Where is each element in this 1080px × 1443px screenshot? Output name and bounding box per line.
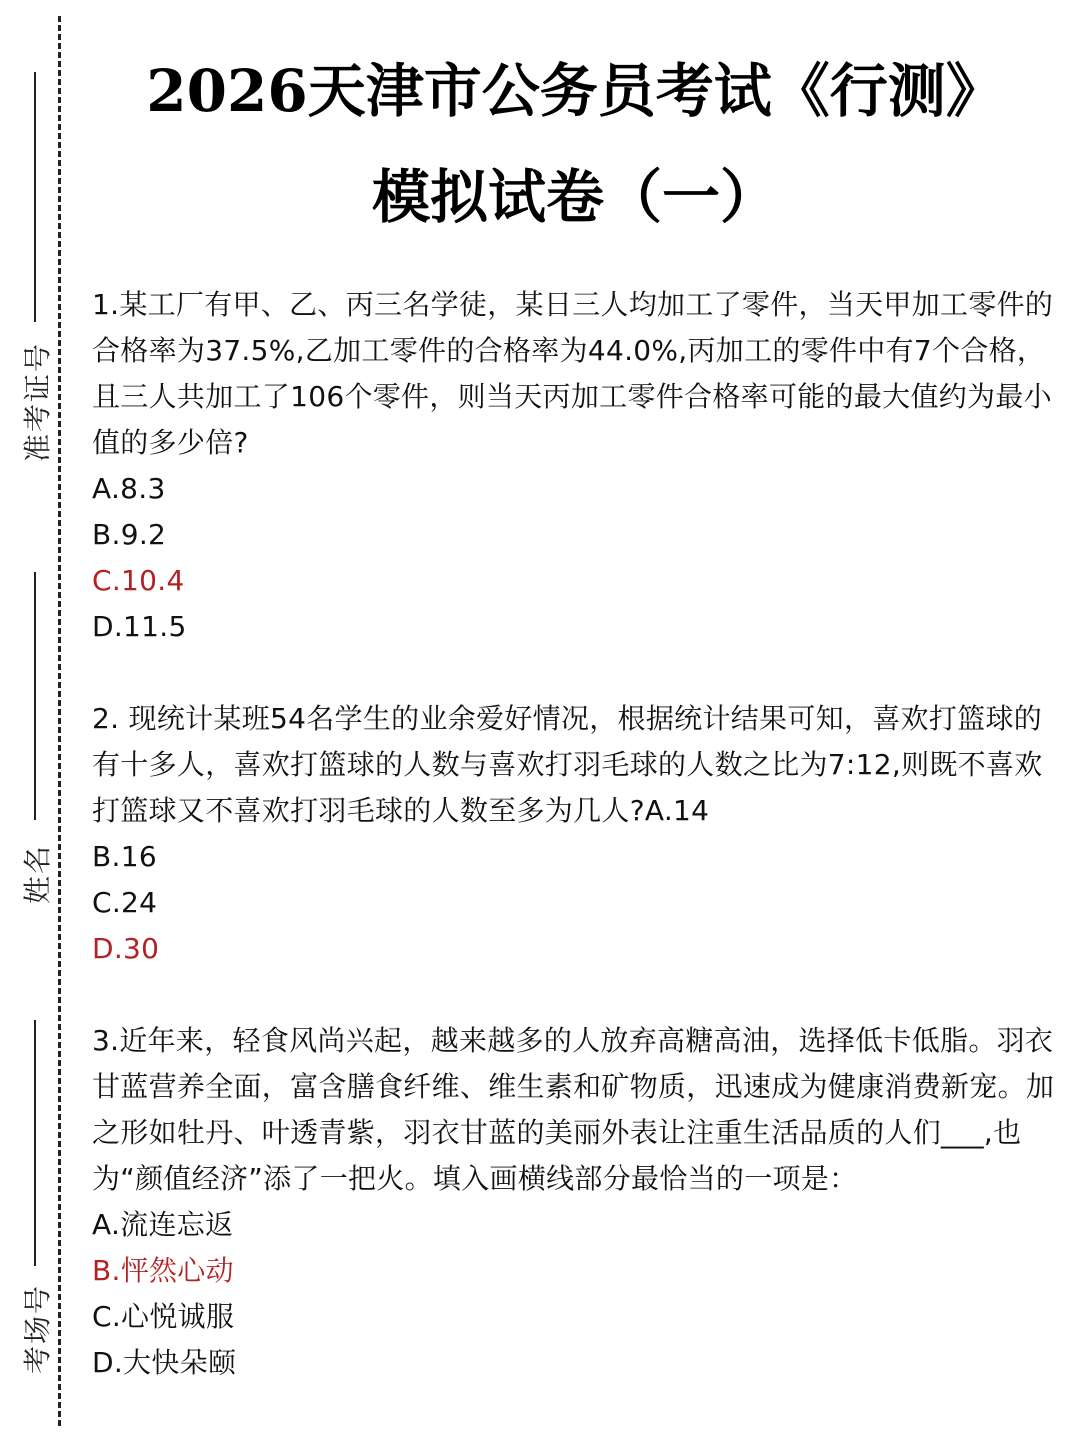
question-spacer — [92, 972, 1067, 1018]
question-stem: 1.某工厂有甲、乙、丙三名学徒，某日三人均加工了零件，当天甲加工零件的合格率为37.5%,乙加工零件的合格率为44.0%,丙加工的零件中有7个合格，且三人共加工了106个零件，则当天丙加工零件合格率可能的最大值约为最小值的多少倍? — [92, 288, 1054, 459]
option-d: D.11.5 — [92, 610, 187, 643]
binding-margin — [0, 0, 70, 1443]
option-c-correct-answer: C.10.4 — [92, 564, 185, 597]
option-c: C.心悦诚服 — [92, 1300, 235, 1333]
page-title: 2026天津市公务员考试《行测》 — [146, 57, 1004, 125]
option-b-correct-answer: B.怦然心动 — [92, 1254, 234, 1287]
exam-room-fill-line — [34, 1020, 36, 1266]
question-list — [92, 282, 1067, 1386]
question-1 — [92, 282, 1067, 650]
option-b: B.16 — [92, 840, 157, 873]
option-b: B.9.2 — [92, 518, 167, 551]
name-fill-line — [34, 572, 36, 820]
exam-room-label: 考场号 — [21, 1283, 54, 1374]
question-3 — [92, 1018, 1067, 1386]
option-a: A.流连忘返 — [92, 1208, 234, 1241]
question-stem: 3.近年来，轻食风尚兴起，越来越多的人放弃高糖高油，选择低卡低脂。羽衣甘蓝营养全面，富含膳食纤维、维生素和矿物质，迅速成为健康消费新宠。加之形如牡丹、叶透青紫，羽衣甘蓝的美丽外表让注重生活品质的人们___,也为“颜值经济”添了一把火。填入画横线部分最恰当的一项是： — [92, 1024, 1055, 1195]
exam-id-fill-line — [34, 72, 36, 322]
binding-dashed-line — [58, 16, 61, 1426]
exam-id-label: 准考证号 — [21, 341, 54, 462]
name-label: 姓名 — [21, 843, 54, 904]
option-d-correct-answer: D.30 — [92, 932, 160, 965]
page-subtitle: 模拟试卷（一） — [371, 163, 778, 231]
option-a: A.8.3 — [92, 472, 166, 505]
option-c: C.24 — [92, 886, 158, 919]
question-2 — [92, 696, 1067, 972]
question-stem: 2. 现统计某班54名学生的业余爱好情况，根据统计结果可知，喜欢打篮球的有十多人，喜欢打篮球的人数与喜欢打羽毛球的人数之比为7:12,则既不喜欢打篮球又不喜欢打羽毛球的人数至多为几人?A.14 — [92, 702, 1043, 827]
question-spacer — [92, 650, 1067, 696]
option-d: D.大快朵颐 — [92, 1346, 237, 1379]
